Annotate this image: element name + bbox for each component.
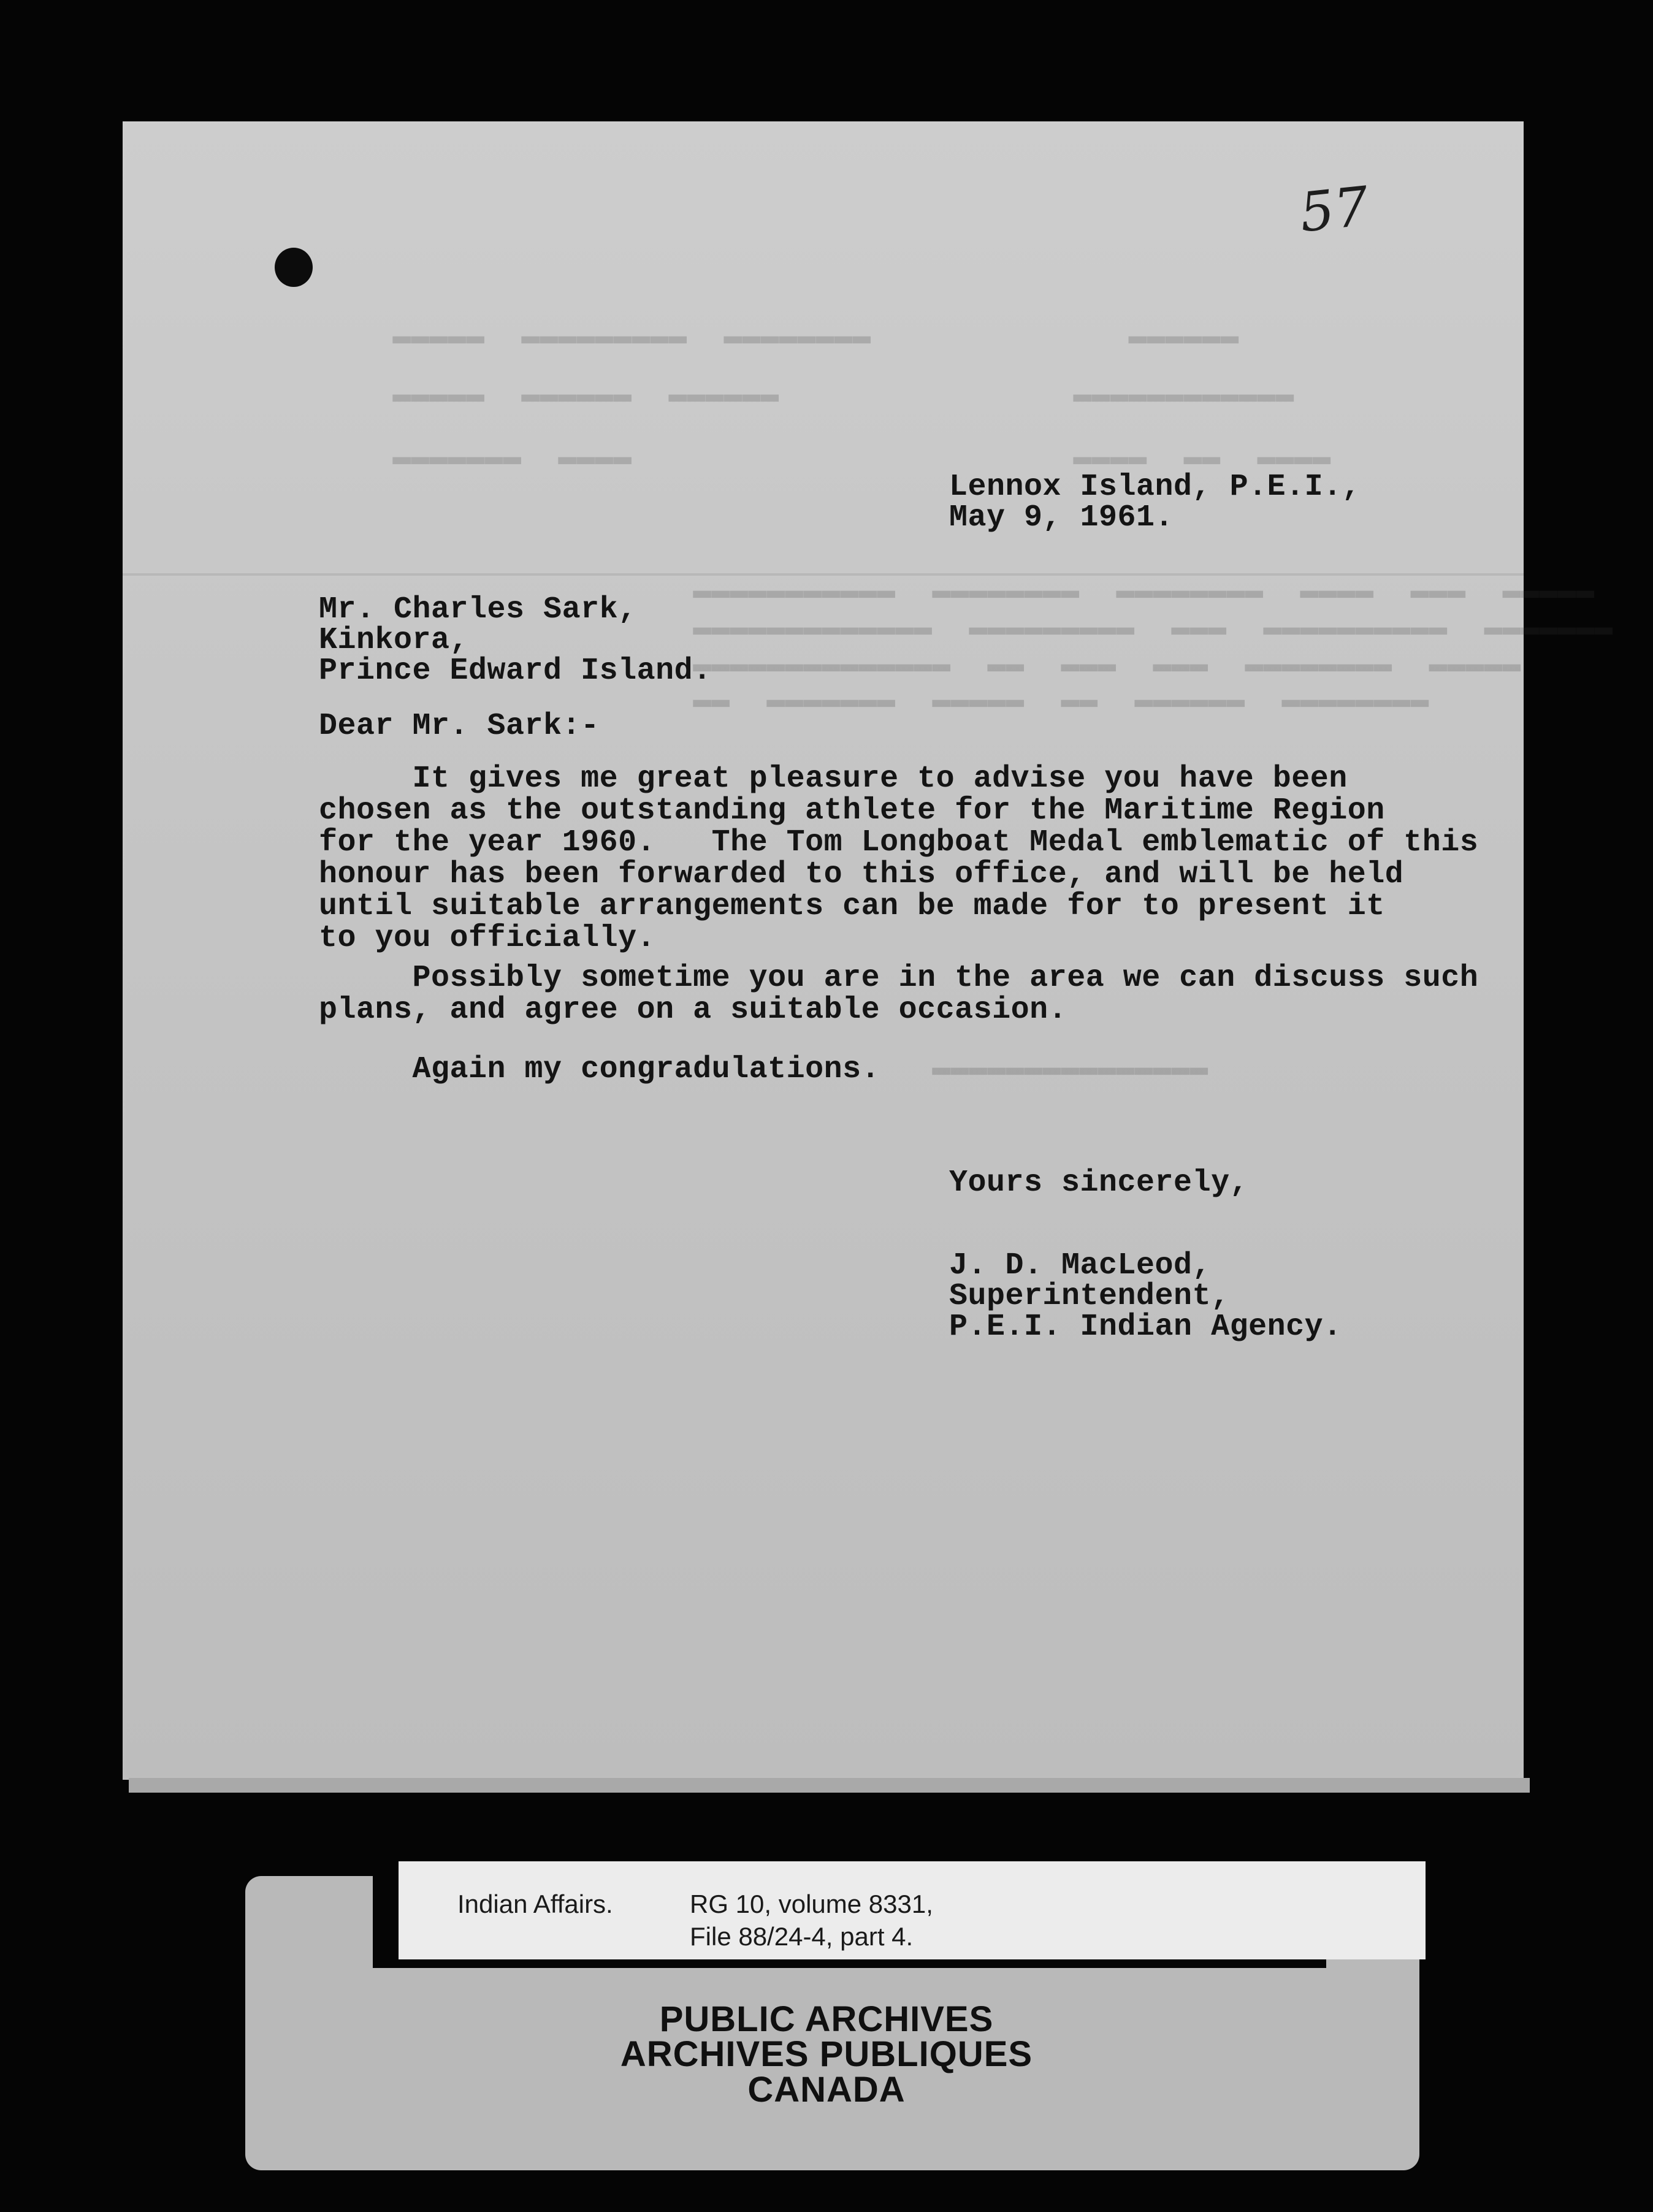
bleed-through-text: ▬▬▬▬▬ ▬▬▬▬▬▬ ▬▬▬▬▬▬ ▬▬▬▬▬▬▬▬▬▬▬▬: [392, 378, 1294, 413]
recipient-address-line: Prince Edward Island.: [319, 654, 712, 688]
bleed-through-text: ▬▬▬▬▬▬▬▬▬▬▬▬▬ ▬▬▬▬▬▬▬▬▬ ▬▬▬ ▬▬▬▬▬▬▬▬▬▬ ▬▬▬▬▬▬▬: [693, 611, 1613, 646]
body-line: chosen as the outstanding athlete for the Maritime Region: [319, 793, 1385, 828]
punch-hole-icon: [275, 248, 313, 287]
body-line: plans, and agree on a suitable occasion.: [319, 993, 1067, 1028]
archives-name-french: ARCHIVES PUBLIQUES: [620, 2034, 1033, 2074]
body-line: for the year 1960. The Tom Longboat Medal emblematic of this: [319, 825, 1479, 860]
archive-reference-line: RG 10, volume 8331,: [690, 1890, 933, 1918]
archives-name-english: PUBLIC ARCHIVES: [659, 1999, 994, 2039]
bleed-through-text: ▬▬▬▬▬ ▬▬▬▬▬▬▬▬▬ ▬▬▬▬▬▬▬▬ ▬▬▬▬▬▬: [392, 319, 1239, 354]
body-line: until suitable arrangements can be made for to present it: [319, 889, 1385, 924]
bleed-through-text: ▬▬▬▬▬▬▬▬▬▬▬▬▬▬ ▬▬ ▬▬▬ ▬▬▬ ▬▬▬▬▬▬▬▬ ▬▬▬▬▬: [693, 647, 1521, 682]
body-line: to you officially.: [319, 921, 656, 956]
archive-department: Indian Affairs.: [457, 1890, 613, 1918]
bleed-through-text: ▬▬▬▬▬▬▬▬▬▬▬▬▬▬▬: [932, 1051, 1208, 1086]
body-line: It gives me great pleasure to advise you have been: [319, 761, 1348, 796]
bleed-through-text: ▬▬ ▬▬▬▬▬▬▬ ▬▬▬▬▬ ▬▬ ▬▬▬▬▬▬ ▬▬▬▬▬▬▬▬: [693, 683, 1429, 718]
salutation: Dear Mr. Sark:-: [319, 709, 600, 744]
closing: Yours sincerely,: [949, 1165, 1249, 1200]
body-line: honour has been forwarded to this office, and will be held: [319, 857, 1404, 892]
signatory-name: J. D. MacLeod,: [949, 1248, 1212, 1283]
body-paragraph-2: [319, 963, 1478, 1026]
body-line: Possibly sometime you are in the area we can discuss such: [319, 961, 1479, 996]
bleed-through-text: ▬▬▬▬▬▬▬ ▬▬▬▬ ▬▬▬▬ ▬▬ ▬▬▬▬: [392, 440, 1331, 475]
body-paragraph-1: [319, 763, 1478, 955]
archive-reference-line: File 88/24-4, part 4.: [690, 1922, 914, 1951]
body-paragraph-3: Again my congradulations.: [319, 1052, 880, 1087]
bleed-through-text: ▬▬▬▬▬▬▬▬▬▬▬ ▬▬▬▬▬▬▬▬ ▬▬▬▬▬▬▬▬ ▬▬▬▬ ▬▬▬ ▬▬▬▬▬: [693, 574, 1595, 609]
recipient-name: Mr. Charles Sark,: [319, 592, 637, 627]
paper-edge: [129, 1778, 1530, 1793]
recipient-address-line: Kinkora,: [319, 623, 469, 658]
letter-date: May 9, 1961.: [949, 500, 1174, 535]
letter-place: Lennox Island, P.E.I.,: [949, 470, 1361, 505]
handwritten-page-number: 57: [1296, 174, 1372, 245]
signatory-agency: P.E.I. Indian Agency.: [949, 1310, 1342, 1344]
archives-country: CANADA: [747, 2070, 906, 2110]
signatory-title: Superintendent,: [949, 1279, 1230, 1314]
